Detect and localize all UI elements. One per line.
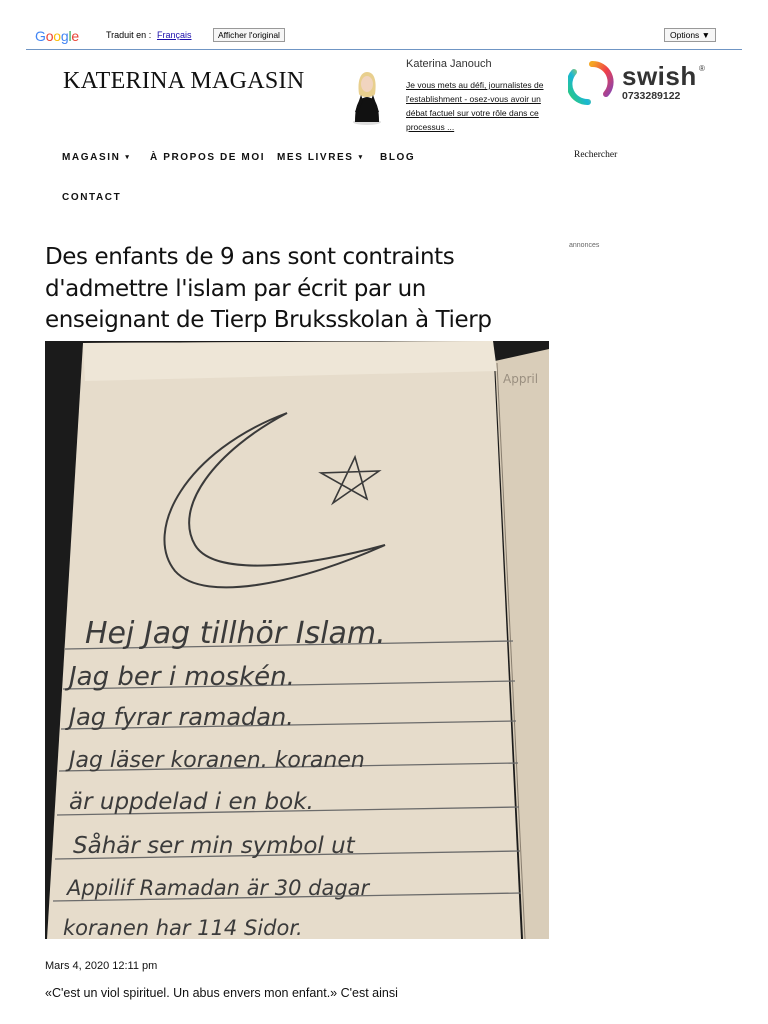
handwritten-line: är uppdelad i en bok. (69, 789, 314, 815)
nav-label: BLOG (380, 152, 416, 163)
handwritten-line: Jag ber i moskén. (69, 662, 295, 692)
chevron-down-icon: ▾ (358, 154, 364, 161)
author-blurb-link[interactable]: Je vous mets au défi, journalistes de l'establishment - osez-vous avoir un débat factuel sur votre rôle dans ce processus ... (406, 80, 544, 132)
nav-item-blog[interactable] (380, 152, 415, 163)
language-link[interactable]: Français (157, 30, 192, 40)
translated-into-label: Traduit en : (106, 30, 152, 40)
show-original-button[interactable]: Afficher l'original (213, 28, 285, 42)
swish-number: 0733289122 (622, 90, 681, 102)
chevron-down-icon: ▾ (125, 154, 131, 161)
handwritten-line: Såhär ser min symbol ut (73, 833, 355, 859)
site-title[interactable]: KATERINA MAGASIN (63, 68, 305, 94)
swish-registered-mark: ® (699, 64, 705, 73)
nav-item-magasin[interactable] (62, 152, 131, 163)
swish-wordmark: swish (622, 61, 697, 91)
article-lead: «C'est un viol spirituel. Un abus envers mon enfant.» C'est ainsi (45, 986, 398, 1000)
handwritten-line: Jag läser koranen. koranen (69, 748, 365, 773)
options-button[interactable]: Options ▼ (664, 28, 716, 42)
article-headline: Des enfants de 9 ans sont contraints d'admettre l'islam par écrit par un enseignant de Tierp Bruksskolan à Tierp (45, 244, 492, 333)
google-logo[interactable]: Google (35, 28, 79, 44)
nav-label: À PROPOS DE MOI (150, 152, 266, 163)
handwritten-line: Appilif Ramadan är 30 dagar (67, 876, 370, 900)
post-date: Mars 4, 2020 12:11 pm (45, 960, 158, 972)
nav-label: MES LIVRES (277, 152, 354, 163)
author-avatar[interactable] (346, 64, 388, 126)
handwritten-line: Hej Jag tillhör Islam. (85, 616, 386, 651)
nav-item-mes-livres[interactable] (277, 152, 364, 163)
search-link[interactable]: Rechercher (574, 150, 618, 160)
nav-label: CONTACT (62, 192, 122, 203)
translate-bar (26, 24, 742, 50)
nav-item-contact[interactable] (62, 192, 121, 203)
photo-side-text: Appril (503, 372, 539, 386)
nav-item-a-propos[interactable] (150, 152, 265, 163)
handwritten-line: Jag fyrar ramadan. (69, 703, 294, 731)
nav-label: MAGASIN (62, 152, 121, 163)
handwritten-line: koranen har 114 Sidor. (63, 916, 303, 939)
author-name[interactable]: Katerina Janouch (406, 58, 492, 70)
article-photo[interactable] (45, 341, 549, 939)
ads-label: annonces (569, 242, 600, 249)
